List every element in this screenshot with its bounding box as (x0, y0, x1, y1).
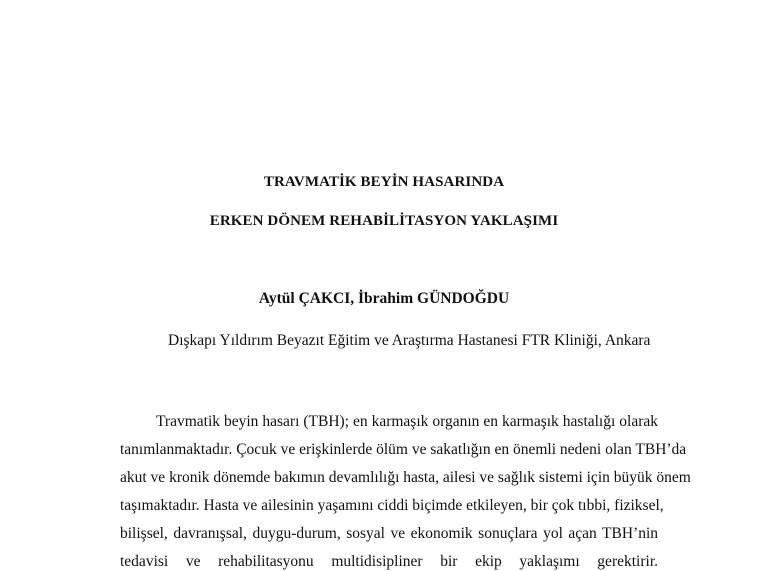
paragraph-line: akut ve kronik dönemde bakımın devamlılığı hasta, ailesi ve sağlık sistemi için büyük önem (120, 469, 691, 486)
authors: Aytül ÇAKCI, İbrahim GÜNDOĞDU (258, 290, 510, 307)
title-line-2: ERKEN DÖNEM REHABİLİTASYON YAKLAŞIMI (209, 213, 559, 229)
paragraph-line: tanımlanmaktadır. Çocuk ve erişkinlerde ölüm ve sakatlığın en önemli nedeni olan TBH’da (120, 441, 687, 458)
affiliation: Dışkapı Yıldırım Beyazıt Eğitim ve Araştırma Hastanesi FTR Kliniği, Ankara (168, 332, 651, 349)
paragraph-line: bilişsel, davranışsal, duygu-durum, sosyal ve ekonomik sonuçlara yol açan TBH’nin (120, 525, 658, 542)
paragraph-line: tedavisi ve rehabilitasyonu multidisipliner bir ekip yaklaşımı gerektirir. (120, 553, 658, 570)
paragraph-line: Travmatik beyin hasarı (TBH); en karmaşık organın en karmaşık hastalığı olarak (156, 413, 658, 430)
paragraph-line: taşımaktadır. Hasta ve ailesinin yaşamını ciddi biçimde etkileyen, bir çok tıbbi, fiziksel, (120, 497, 664, 514)
title-line-1: TRAVMATİK BEYİN HASARINDA (263, 174, 505, 190)
